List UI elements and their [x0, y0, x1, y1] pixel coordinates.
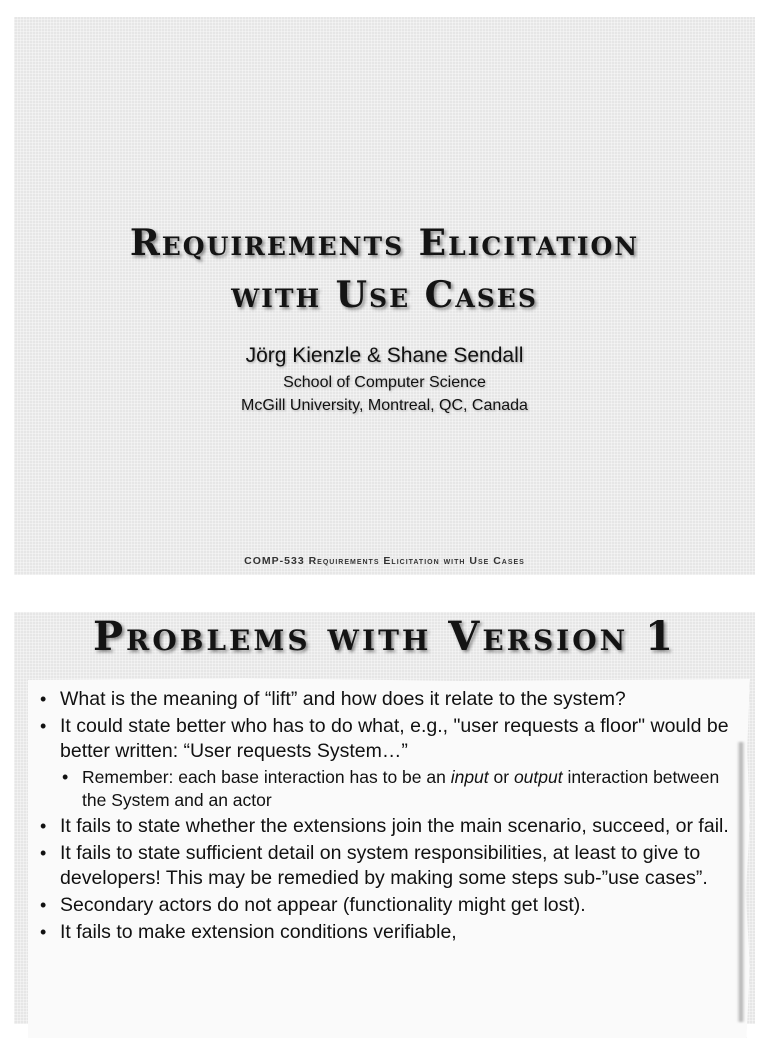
bullet-icon: • [40, 922, 47, 942]
affiliation-university: McGill University, Montreal, QC, Canada [241, 397, 528, 414]
bullet-list [36, 687, 736, 947]
title-line-2: with Use Cases [231, 274, 538, 316]
emphasis-input: input [450, 767, 489, 787]
list-item [36, 893, 736, 918]
title-line-1: Requirements Elicitation [129, 222, 640, 264]
list-item [36, 841, 736, 891]
bullet-text: What is the meaning of “lift” and how does it relate to the system? [60, 688, 626, 710]
list-item [36, 814, 736, 839]
bullet-icon: • [62, 767, 69, 787]
bullet-icon: • [40, 689, 47, 709]
bullet-icon: • [40, 843, 47, 863]
sub-list-item [36, 766, 736, 812]
slide-footer: COMP-533 Requirements Elicitation with Use Cases [244, 555, 525, 567]
bullet-text-mid: or [488, 767, 514, 787]
bullet-text-pre: Remember: each base interaction has to be an [82, 767, 451, 787]
list-item [36, 687, 736, 712]
emphasis-output: output [513, 767, 563, 787]
bullet-text-post: interaction between the System and an actor [82, 767, 720, 810]
bullet-icon: • [40, 895, 47, 915]
slide-title: Problems with Version 1 [92, 613, 677, 660]
bullet-text: It fails to state whether the extensions join the main scenario, succeed, or fail. [60, 815, 729, 837]
paper-torn-edge [737, 742, 745, 1022]
affiliation-school: School of Computer Science [283, 374, 486, 391]
bullet-icon: • [40, 816, 47, 836]
bullet-text: It fails to state sufficient detail on system responsibilities, at least to give to developers! This may be remedied by making some steps sub-”use cases”. [60, 842, 708, 889]
bullet-text: It could state better who has to do what, e.g., "user requests a floor" would be better written: “User requests System…” [60, 715, 729, 762]
list-item [36, 920, 736, 945]
bullet-text: It fails to make extension conditions verifiable, [60, 921, 457, 943]
content-slide [14, 612, 755, 1024]
title-slide [14, 17, 755, 575]
slide-title [14, 217, 755, 321]
bullet-icon: • [40, 716, 47, 736]
list-item [36, 714, 736, 764]
authors: Jörg Kienzle & Shane Sendall [245, 344, 524, 367]
bullet-text: Secondary actors do not appear (functionality might get lost). [60, 894, 586, 916]
